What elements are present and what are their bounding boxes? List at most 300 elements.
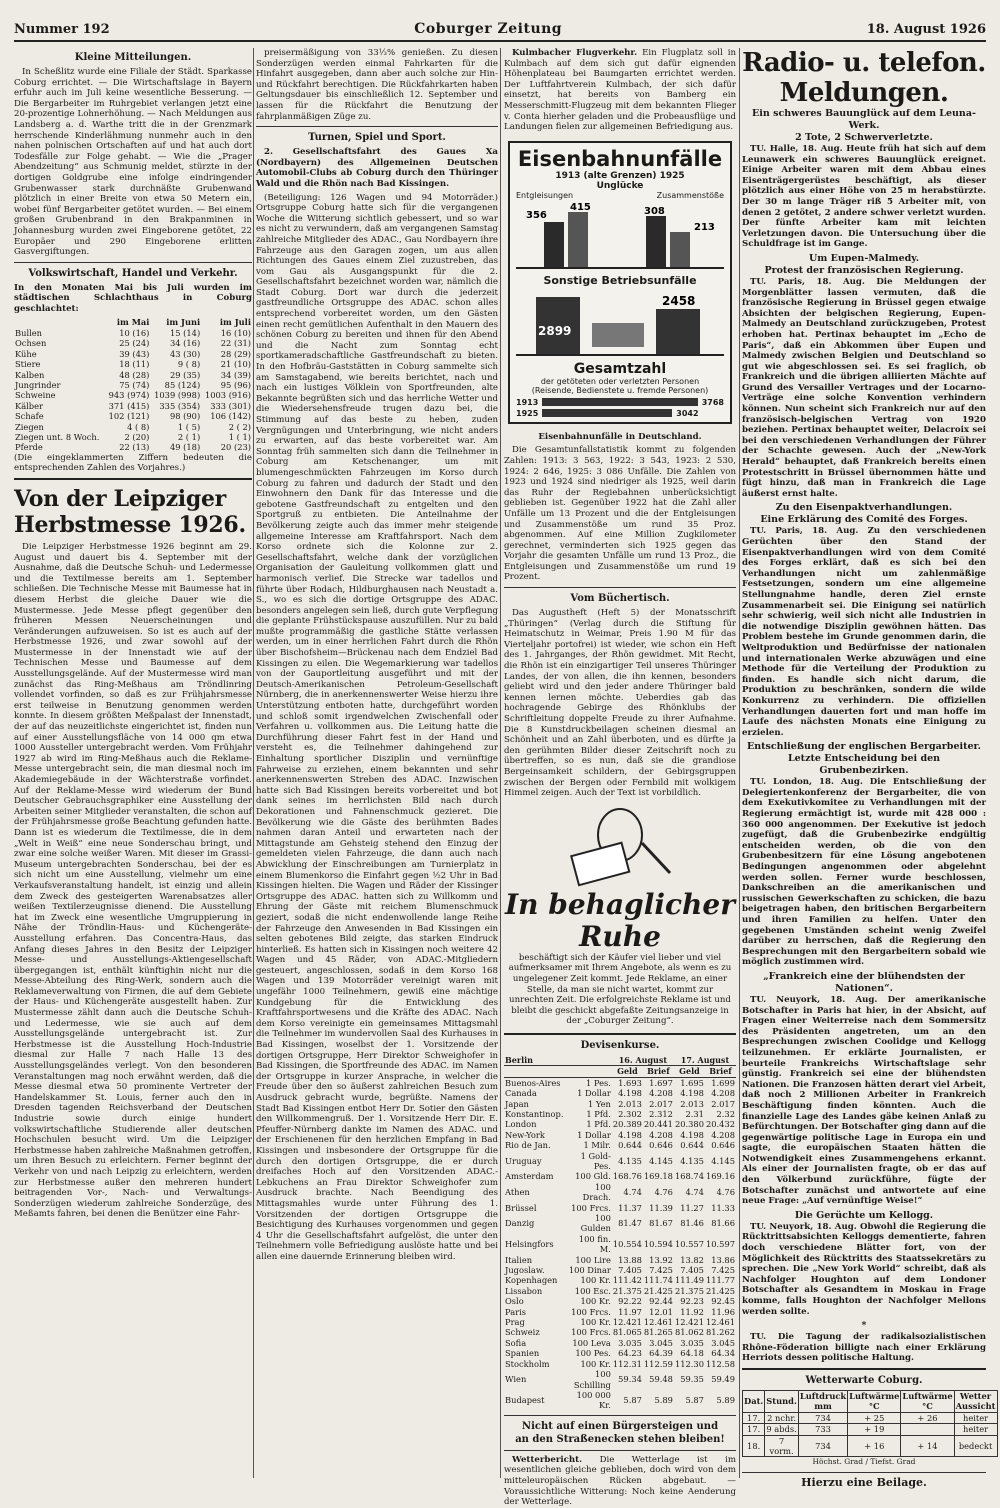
table-cell: 168.74 [674, 1171, 704, 1182]
table-cell: 2.31 [685, 1108, 704, 1119]
notice-line: an den Straßenecken stehen bleiben! [515, 1433, 725, 1445]
caption-heading: Eisenbahnunfälle in Deutschland. [538, 431, 702, 442]
table-cell: 111.77 [705, 1275, 735, 1286]
bar-collision-1925 [670, 232, 690, 268]
table-cell: 100 Frcs. [571, 1202, 611, 1213]
table-row [504, 1130, 736, 1140]
table-cell [901, 1424, 954, 1435]
article-text: TU. London, 18. Aug. Die Entschließung der Delegiertenkonferenz der Bergarbeiter, die von dem Exekutivkomitee zu Verhandlungen mit der Regierung ermächtigt ist, wurde mit 428 000 : 360 000 angenommen. Der Exekutive ist jedoch zugefügt, daß die Grubenbezirke endgültig entscheiden werden, ob die von den Grubenbesitzern für eine Lösung angebotenen Bedingungen angenommen oder abgelehnt werden sollen. Ferner wurde beschlossen, Dankschreiben an die amerikanischen und russischen Gewerkschaften zu schicken, die bazu beigetragen haben, den britischen Bergarbeitern und ihren Familien zu helfen. Unter den gegebenen Umständen scheint wenig Zweifel darüber zu herrschen, daß die Regierung den Besprechungen mit den Bergarbeitern sobald wie möglich zustimmen wird. [742, 777, 986, 968]
total-bar-1925 [542, 409, 672, 417]
table-cell: heiter [954, 1424, 997, 1435]
table-row [14, 401, 252, 411]
train-drawing [592, 323, 644, 347]
graphic-label-derailments: Entgleisungen [516, 190, 574, 200]
table-cell: 100 Lire [575, 1254, 611, 1265]
slaughter-table [14, 317, 252, 452]
column-4 [742, 48, 996, 1489]
table-row [504, 1348, 736, 1358]
issue-date: 18. August 1926 [866, 21, 986, 37]
article-headline: Ein schweres Bauunglück auf dem Leuna-Werk. [752, 108, 976, 131]
graphic-bars-accidents [516, 202, 724, 272]
table-cell: 17. [743, 1412, 765, 1423]
article-subheading: Letzte Entscheidung bei den Grubenbezirken. [787, 753, 941, 777]
newspaper-drawing [571, 842, 629, 884]
table-cell: 100 Leva [572, 1337, 611, 1348]
table-cell: 0.646 [649, 1140, 673, 1151]
table-cell: 10.597 [705, 1239, 735, 1250]
table-row [14, 390, 252, 400]
table-row [14, 370, 252, 380]
table-cell: 92.45 [711, 1296, 735, 1307]
table-row [14, 359, 252, 369]
section-heading: Wetterwarte Coburg. [805, 1374, 923, 1386]
table-row [14, 338, 252, 348]
table-row [504, 1109, 736, 1119]
table-cell: 59.49 [711, 1374, 735, 1385]
section-heading: Devisenkurse. [580, 1039, 660, 1051]
divider [504, 1415, 736, 1416]
table-header: Berlin [504, 1055, 564, 1066]
graphic-subtitle: Unglücke [596, 180, 644, 191]
table-cell: 81.062 [674, 1327, 704, 1338]
table-cell: Danzig [505, 1218, 535, 1229]
table-cell: 12.421 [612, 1317, 642, 1328]
divider [256, 126, 498, 127]
table-cell: 4.145 [711, 1155, 735, 1166]
table-cell: 21 (10) [220, 359, 251, 370]
table-row [14, 422, 252, 432]
article-subheading: Protest der französischen Regierung. [764, 264, 964, 276]
table-row [14, 442, 252, 452]
table-cell: 100 Pes. [575, 1348, 611, 1359]
table-cell: 100 Gld. [575, 1171, 611, 1182]
table-cell: 100 Drach. [582, 1181, 611, 1203]
table-cell: 0.644 [618, 1140, 642, 1151]
table-cell: 1.699 [711, 1077, 735, 1088]
table-row [504, 1327, 736, 1337]
advertisement [504, 889, 736, 1027]
table-header: Luftdruck mm [799, 1390, 847, 1412]
table-cell: 11.97 [618, 1306, 642, 1317]
table-cell: Wien [505, 1374, 527, 1385]
table-cell: Ziegen unt. 8 Woch. [15, 431, 100, 442]
table-cell: 9 abds. [766, 1424, 797, 1435]
table-cell: 1.693 [618, 1077, 642, 1088]
table-cell: 4 ( 8) [127, 421, 150, 432]
table-cell: 98 (90) [169, 411, 201, 422]
newspaper-title: Coburger Zeitung [414, 21, 563, 37]
table-cell: 39 (43) [119, 348, 150, 359]
table-cell: 7.425 [649, 1265, 673, 1276]
column-rule [253, 48, 254, 1478]
article-headline: Zu den Eisenpaktverhandlungen. [775, 502, 953, 514]
table-cell: Stiere [15, 359, 41, 370]
table-header: Stund. [765, 1390, 799, 1412]
graphic-total-sub2: (Reisende, Bedienstete u. fremde Personen) [531, 385, 709, 395]
bar-derail-1913 [544, 222, 564, 268]
table-cell: 34 (16) [169, 338, 201, 349]
bar-derail-1925 [568, 212, 588, 268]
table-header: Luftwärme °C [849, 1390, 900, 1412]
table-row [743, 1412, 998, 1423]
table-row [504, 1151, 736, 1172]
table-cell: 7.405 [680, 1265, 704, 1276]
table-header: Luftwärme °C [902, 1390, 953, 1412]
table-cell: 12.461 [643, 1317, 673, 1328]
table-cell: 4.198 [618, 1129, 642, 1140]
section-heading: Turnen, Spiel und Sport. [308, 132, 446, 144]
table-cell: Rio de Jan. [505, 1140, 551, 1151]
table-cell: 100 Kr. [580, 1358, 611, 1369]
table-cell: 20.380 [674, 1119, 704, 1130]
table-cell: 21.375 [612, 1285, 642, 1296]
table-cell: 22 (31) [220, 338, 251, 349]
table-row [504, 1255, 736, 1265]
table-row [504, 1099, 736, 1109]
year-label: 1925 [516, 408, 539, 418]
graphic-years: 1913 (alte Grenzen) 1925 [555, 170, 685, 181]
separator-star: * [861, 1320, 867, 1332]
bar-other-1925 [656, 309, 700, 355]
table-cell: Amsterdam [505, 1171, 554, 1182]
table-cell: 11.33 [711, 1202, 735, 1213]
column-rule [500, 48, 501, 1478]
table-row [504, 1140, 736, 1150]
table-header: Brief [643, 1066, 674, 1077]
advert-illustration [560, 803, 680, 883]
column-2 [256, 48, 498, 1478]
table-cell: 11.27 [680, 1202, 704, 1213]
table-cell: 1 Yen [587, 1098, 611, 1109]
table-cell: 28 (29) [220, 348, 251, 359]
table-cell: 112.30 [674, 1358, 704, 1369]
table-row [504, 1369, 736, 1390]
table-cell: 100 Frcs. [571, 1327, 611, 1338]
table-cell: 64.18 [680, 1348, 704, 1359]
article-headline: „Frankreich eine der blühendsten der Nationen“. [763, 970, 965, 994]
section-title: Radio- u. telefon. Meldungen. [742, 48, 986, 108]
table-cell: 100 000 Kr. [576, 1389, 611, 1411]
divider [14, 262, 252, 263]
table-cell: 1.697 [649, 1077, 673, 1088]
table-cell: Pferde [15, 442, 43, 453]
section-heading: Kleine Mitteilungen. [74, 52, 192, 63]
table-row [504, 1317, 736, 1327]
graphic-bars-other [516, 289, 724, 359]
table-cell: 4.208 [649, 1129, 673, 1140]
table-cell: 13.82 [680, 1254, 704, 1265]
table-cell: 102 (121) [108, 411, 150, 422]
article-text: TU. Die Tagung der radikalsozialistischen Rhône-Föderation billigte nach einer Erklärung Herriots dessen politische Haltung. [742, 1332, 986, 1364]
notice-line: Nicht auf einen Bürgersteigen und [521, 1420, 719, 1432]
table-cell: bedeckt [954, 1435, 997, 1457]
table-cell: 2.017 [711, 1098, 735, 1109]
table-cell: 100 Kr. [580, 1317, 611, 1328]
table-cell: 733 [798, 1424, 847, 1435]
table-cell: Spanien [505, 1348, 540, 1359]
table-cell: + 19 [848, 1424, 901, 1435]
table-cell: 1003 (916) [204, 390, 251, 401]
table-cell: 4.208 [711, 1129, 735, 1140]
table-cell: 111.42 [612, 1275, 642, 1286]
table-row [504, 1296, 736, 1306]
article-text: TU. Paris, 18. Aug. Die Meldungen der Morgenblätter lassen vermuten, daß die französische Regierung in Brüssel gegen etwaige Absichten der belgischen Regierung, Eupen-Malmedy an Deutschland zurückzugeben, Protest erhoben hat. Pertinax behauptet im „Echo de Paris“, daß ein Abkommen über Eupen und Malmedy zwischen Belgien und Deutschland so gut wie abgeschlossen sei. Es sei fraglich, ob Frankreich und die übrigen alliierten Mächte auf Grund des Versailler Vertrages und der Locarno-Verträge eine solche Konvention verhindern können. Nun scheint sich Frankreich nur auf den französisch-belgischen Vertrag von 1920 beziehen. Pertinax behauptet weiter, Delacroix sei bei den verschiedenen Verhandlungen der Führer der Schachte gewesen. Auch der „New-York Herald“ behauptet, daß Frankreich bereits einen Protestschritt in Brüssel übernommen hätte und fügt hinzu, daß man in Frankreich die Lage äußerst ernst halte. [742, 276, 986, 499]
table-cell: 18 (11) [119, 359, 150, 370]
section-heading: Volkswirtschaft, Handel und Verkehr. [28, 267, 238, 279]
total-bar-1913 [542, 398, 697, 406]
table-row [504, 1338, 736, 1348]
table-cell: 9 ( 8) [177, 359, 201, 370]
table-cell: 3.035 [618, 1337, 642, 1348]
article-headline: Um Eupen-Malmedy. [808, 252, 920, 264]
table-cell: 169.18 [643, 1171, 673, 1182]
table-cell: 64.39 [649, 1348, 673, 1359]
ad-title: In behaglicher Ruhe [505, 887, 735, 953]
table-cell: Kühe [15, 348, 37, 359]
table-cell: 13.92 [649, 1254, 673, 1265]
table-cell: 64.34 [711, 1348, 735, 1359]
table-cell: Schweiz [505, 1327, 540, 1338]
table-cell: 2 nchr. [765, 1412, 799, 1423]
article-subheading: 2 Tote, 2 Schwerverletzte. [795, 132, 933, 143]
table-cell: Japan [505, 1098, 529, 1109]
table-cell: 4.135 [618, 1155, 642, 1166]
table-cell: 2.302 [618, 1108, 642, 1119]
column-3 [504, 48, 736, 1508]
table-cell: Uruguay [505, 1155, 542, 1166]
table-cell: Konstantinop. [505, 1108, 564, 1119]
table-cell: Brüssel [505, 1202, 537, 1213]
table-row [14, 432, 252, 442]
table-cell: 5.89 [654, 1395, 673, 1406]
table-cell: 111.74 [643, 1275, 673, 1286]
table-cell: 59.48 [649, 1374, 673, 1385]
table-cell: 2.017 [649, 1098, 673, 1109]
table-title: In den Monaten Mai bis Juli wurden im städtischen Schlachthaus in Coburg geschlachtet: [14, 282, 252, 314]
ad-text: beschäftigt sich der Käufer viel lieber und viel aufmerksamer mit Ihrem Angebote, als wenn es zu ungelegener Zeit kommt. Jede Reklame, an einer Stelle, da man sie nicht wartet, kommt zur unrechten Zeit. Die erfolgreichste Reklame ist und bleibt die geschickt abgefaßte Zeitungsanzeige in der „Coburger Zeitung“. [508, 952, 732, 1027]
table-cell: 20.441 [643, 1119, 673, 1130]
table-cell: 12.461 [705, 1317, 735, 1328]
table-cell: 22 (13) [119, 442, 150, 453]
table-row [14, 411, 252, 421]
divider [504, 1033, 736, 1035]
table-cell: 734 [798, 1412, 847, 1423]
table-cell: 15 (14) [169, 327, 201, 338]
table-header: 17. August [674, 1055, 736, 1066]
table-cell: Ochsen [15, 338, 47, 349]
table-row [504, 1213, 736, 1234]
table-cell: Paris [505, 1306, 527, 1317]
table-row [504, 1359, 736, 1369]
value-label: 356 [526, 209, 547, 221]
table-cell: 4.76 [716, 1186, 735, 1197]
table-cell: 112.58 [705, 1358, 735, 1369]
table-cell: 5.87 [685, 1395, 704, 1406]
table-cell: + 16 [848, 1435, 901, 1457]
table-cell: Schafe [15, 411, 44, 422]
table-cell: 64.23 [618, 1348, 642, 1359]
table-cell: 59.34 [618, 1374, 642, 1385]
table-cell: 20 (23) [220, 442, 251, 453]
table-row [504, 1088, 736, 1098]
table-row [504, 1265, 736, 1275]
table-cell: 0.646 [711, 1140, 735, 1151]
table-cell: 2.312 [649, 1108, 673, 1119]
table-cell: 11.92 [680, 1306, 704, 1317]
table-cell: 2.013 [618, 1098, 642, 1109]
section-heading: Vom Büchertisch. [570, 593, 670, 605]
graphic-total-sub: der getöteten oder verletzten Personen [540, 376, 700, 386]
table-cell: 11.39 [649, 1202, 673, 1213]
table-cell: 21.425 [643, 1285, 673, 1296]
table-cell: Kopenhagen [505, 1275, 558, 1286]
table-cell: 1039 (998) [154, 390, 201, 401]
value-label: 3042 [676, 408, 699, 418]
table-cell: 81.46 [680, 1218, 704, 1229]
table-cell: 1 ( 1) [228, 431, 251, 442]
table-row [504, 1077, 736, 1088]
table-cell: 100 Kr. [580, 1296, 611, 1307]
divider [14, 478, 252, 480]
table-row [504, 1171, 736, 1181]
value-label: 2899 [538, 323, 572, 338]
table-cell: 5.87 [623, 1395, 642, 1406]
table-row [504, 1234, 736, 1255]
table-cell: Sofia [505, 1337, 527, 1348]
table-cell: 20.432 [705, 1119, 735, 1130]
table-cell: 34 (39) [220, 369, 251, 380]
table-cell: + 25 [848, 1412, 901, 1423]
table-cell: 21.375 [674, 1285, 704, 1296]
table-cell: Kalben [15, 369, 45, 380]
table-cell: Bullen [15, 327, 43, 338]
table-row [743, 1435, 998, 1457]
table-cell: 333 (301) [210, 400, 251, 411]
bar-collision-1913 [646, 216, 666, 268]
table-cell: 16 (10) [220, 327, 251, 338]
table-cell: 111.49 [674, 1275, 704, 1286]
value-label: 3768 [701, 397, 724, 407]
table-cell: Buenos-Aires [505, 1077, 561, 1088]
table-header: Geld [674, 1066, 705, 1077]
table-cell: 81.265 [643, 1327, 673, 1338]
table-cell: Canada [505, 1088, 537, 1099]
table-cell: 100 Esc. [574, 1285, 611, 1296]
graphic-subtitle: Sonstige Betriebsunfälle [543, 273, 697, 287]
table-row [743, 1424, 998, 1435]
table-cell: 7.425 [711, 1265, 735, 1276]
table-cell: 112.31 [612, 1358, 642, 1369]
table-cell: 2 (20) [124, 431, 150, 442]
table-cell: 1.695 [680, 1077, 704, 1088]
table-cell: London [505, 1119, 537, 1130]
table-cell: 59.35 [680, 1374, 704, 1385]
table-cell: 95 (96) [220, 379, 251, 390]
article-subheading: 2. Gesellschaftsfahrt des Gaues Xa (Nordbayern) des Allgemeinen Deutschen Automobil-Clubs ab Coburg durch den Thüringer Wald und die Rhön nach Bad Kissingen. [256, 147, 498, 189]
table-cell: 12.01 [649, 1306, 673, 1317]
graphic-label-collisions: Zusammenstöße [656, 190, 724, 200]
table-cell: Ziegen [15, 421, 44, 432]
column-1 [14, 48, 252, 1478]
weather-table [742, 1390, 998, 1457]
table-cell: 1 Dollar [577, 1129, 611, 1140]
article-text: Die Wetterlage ist im wesentlichen gleiche geblieben, doch wird von dem mitteleuropäischen Rücken abgebaut. — Voraussichtliche Witterung: Noch keine Aenderung der Wetterlage. [504, 1454, 736, 1508]
article-text: Das Augustheft (Heft 5) der Monatsschrift „Thüringen“ (Verlag durch die Stiftung für Heimatschutz in Weimar, Preis 1.90 M für das Vierteljahr portofrei) ist wieder, wie schon ein Heft des 1. Jahrganges, der Rhön gewidmet. Mit Recht, die Rhön ist ein einzigartiger Teil unseres Thüringer Landes, der von allen, die ihn kennen, besonders geliebt wird und den jeder andere Thüringer bald kennen lernen möchte. Ueberdies gab das hochragende Gebirge des Rhönklubs der Schriftleitung doppelte Freude zu ihrer Aufnahme. Die 8 Kunstdruckbeilagen scheinen diesmal an Schönheit und an Zahl überboten, und es dürfte ja den gerühmten Bilder dieser Zeitschrift noch zu übertreffen, so es nun, daß sie die grandiose Bergeinsamkeit schildern, der Gebirgsgruppen zwischen der Bergen oder Fernbild mit wolkigem Himmel zeigen. Auch der Text ist vorbildlich. [504, 608, 736, 799]
public-notice [504, 1420, 736, 1446]
divider [742, 1472, 986, 1473]
table-cell: 4.74 [623, 1186, 642, 1197]
table-cell: 100 Kr. [580, 1275, 611, 1286]
article-text: preisermäßigung von 33⅓% genießen. Zu diesen Sonderzügen werden einmal Fahrkarten für die Hinfahrt ausgegeben, dann aber auch solche zur Hin- und Rückfahrt berechtigen. Die Rückfahrkarten haben Geltungsdauer bis einschließlich 12. September und lassen für die Rückfahrt die Benutzung der fahrplanmäßigen Züge zu. [256, 48, 498, 122]
table-row [504, 1119, 736, 1129]
table-cell: 100 Dinar [568, 1265, 611, 1276]
table-header: im Mai [116, 317, 150, 328]
table-cell: 1 Dollar [577, 1088, 611, 1099]
table-cell: 4.135 [680, 1155, 704, 1166]
table-cell: 106 (142) [210, 411, 251, 422]
table-row [504, 1307, 736, 1317]
table-cell: 75 (74) [119, 379, 150, 390]
table-cell: 1 ( 5) [177, 421, 201, 432]
article-text: (Beteiligung: 126 Wagen und 94 Motorräder.) Ortsgruppe Coburg hatte sich für die vergangenen Woche die Witterung sichtlich gebessert, und so war es nicht zu verwundern, daß am vergangenen Samstag zahlreiche Mitglieder des ADAC., Gau Nordbayern ihre Fahrzeuge aus den Garagen zogen, um aus allen Richtungen des Gaues einem Ziel zuzustreben, das vom Gau als Ausgangspunkt für die 2. Gesellschaftsfahrt bezeichnet worden war, nämlich die Stadt Coburg. Dort war durch die jederzeit gastfreundliche Ortsgruppe des ADAC. schon alles entsprechend vorbereitet worden, um den Gästen einen recht gemütlichen Aufenthalt in den Mauern des schönen Coburg zu bereiten und ihnen für den Abend und die Nacht zum Sonntag echt sportkameradschaftliche Gastfreundschaft zu bieten. In den Hofbräu-Gaststätten in Coburg sammelte sich am Samstagabend, wie bereits berichtet, nach und nach ein lustiges Völklein von Sportfreunden, alte Bekannte begrüßten sich und das herrliche Wetter und die Wiedersehensfreude trugen dazu bei, die Stimmung auf das beste zu heben, zuden Vergnügungen und Unterbringung, wie nicht anders zu erwarten, auf das beste vorbereitet war. Am Sonntag früh sammelten sich dann die Teilnehmer in Coburg am Ketschenanger, um mit blumengeschmückten Fahrzeugen im Korso durch Coburg zu fahren und dadurch der Stadt und den Einwohnern den Dank für das Interesse und die gebotene Gastfreundschaft zu entgelten und den Sportgruß zu entbieten. Die Anteilnahme der Bevölkerung zeigte auch das immer mehr steigende allgemeine Interesse am Kraftfahrsport. Nach dem Korso ordnete sich die Kolonne zur 2. Gesellschaftsfahrt, welche dank der vorzüglichen Organisation der Gauleitung vollkommen glatt und harmonisch verlief. Die Strecke war tadellos und führte über Rodach, Hildburghausen nach Neustadt a. S., wo es sich die dortige Ortsgruppe des ADAC. besonders angelegen sein ließ, durch gute Verpflegung die geplante Frühstückspause auszufüllen. Nur zu bald mußte programmäßig die gastliche Stätte verlassen werden, um in einer herrlichen Fahrt durch die Rhön über Bischofsheim—Brückenau nach dem Endziel Bad Kissingen zu eilen. Die Wegemarkierung war tadellos von der Gauportleitung ausgeführt und mit der Deutsch-Amerikanischen Petroleum-Gesellschaft Nürnberg, die in anerkennenswerter Weise hierzu ihre Unterstützung entboten hatte, durchgeführt worden und schloß somit irgendwelchen Zwischenfall oder Verfahren u. vollkommen aus. Die Leitung hatte die Durchführung dieser Fahrt fest in der Hand und versteht es, die Teilnehmer dahingehend zur Einhaltung sportlicher Disziplin und vernünftige Fahrweise zu erziehen, einem bekannten und sehr anerkennenswerten Streben des ADAC. Inzwischen hatte sich Bad Kissingen bereits vorbereitet und bot dank seines im herrlichsten Bild nach durch Dekorationen und Fahnenschmuck gezieret. Die Bevölkerung wie die Gäste des berühmten Bades nahmen daran Anteil und erwarteten nach der Mittagstunde am Gehsteig stehend den Einzug der gemeldeten vielen Fahrzeuge, die dann auch nach Abwicklung der Einschreibungen am Turnierplatz in einem Blumenkorso die Einfahrt gegen ½2 Uhr in Bad Kissingen hielten. Die Wagen und Räder der Kissinger Ortsgruppe des ADAC. hatten sich zu Willkomm und Ehrung der Gäste mit reichem Blumenschmuck geziert, sodaß die nicht endenwollende lange Reihe der Fahrzeuge den Anwesenden in Bad Kissingen ein selten gebotenes Bild zeigte, das starken Eindruck hinterließ. Es hatten sich in Kissingen noch weitere 42 Wagen und 45 Räder, von ADAC.-Mitgliedern gesteuert, angeschlossen, sodaß in dem Korso 168 Wagen und 139 Motorräder vereinigt waren mit ungefähr 1000 Teilnehmern, gewiß eine mächtige Kundgebung für die Entwicklung des Kraftfahrsportwesens und die Kräfte des ADAC. Nach dem Korso vereinigte ein gemeinsames Mittagsmahl die Teilnehmer im wundervollen Saal des Kurhauses in Bad Kissingen, woselbst der 1. Vorsitzende der dortigen Ortsgruppe, Herr Direktor Schweighofer in Bad Kissingen, die Sportfreunde des ADAC. im Namen der Ortsgruppe in kurzer Ansprache, in welcher die Freude über den so äußerst zahlreichen Besuch zum Ausdruck gebracht wurde, begrüßte. Namens der Stadt Bad Kissingen entbot Herr Dr. Sotier den Gästen den Willkommengruß. Der 1. Vorsitzende Herr Dir. E. Pfeuffer-Nürnberg dankte im Namen des ADAC. und der Erschienenen für den herzlichen Empfang in Bad Kissingen und insbesondere der Ortsgruppe für die durch den dortigen Ortsgruppe, die er durch dreifaches Hoch auf den Vorsitzenden ADAC.-Lebkuchens an Frau Direktor Schweighofer zum Ausdruck brachte. Nach Beendigung des Mittagsmahles wurde unter Führung des 1. Vorsitzenden der dortigen Ortsgruppe die Besichtigung des Kurhauses vorgenommen und gegen 4 Uhr die Gesellschaftsfahrt aufgelöst, die unter den Teilnehmern volle Befriedigung auslöste hatte und bei allen eine dauernde Erinnerung bleiben wird. [256, 192, 498, 1262]
table-note: (Die eingeklammerten Ziffern bedeuten die entsprechenden Zahlen des Vorjahres.) [14, 452, 252, 474]
table-cell: Budapest [505, 1395, 545, 1406]
table-cell: 10 (16) [119, 327, 150, 338]
table-cell: 100 Frcs. [571, 1306, 611, 1317]
graphic-total-title: Gesamtzahl [573, 360, 667, 377]
value-label: 2458 [662, 293, 696, 308]
table-cell: 1 Gold-Pes. [580, 1150, 611, 1171]
table-cell: Athen [505, 1186, 530, 1197]
table-row [504, 1390, 736, 1411]
table-cell: 10.557 [674, 1239, 704, 1250]
table-cell: Helsingfors [505, 1239, 554, 1250]
weather-note: Höchst. Grad / Tiefst. Grad [812, 1457, 916, 1467]
table-row [14, 380, 252, 390]
table-cell: 371 (415) [108, 400, 150, 411]
article-text: In Scheßlitz wurde eine Filiale der Städt. Sparkasse Coburg errichtet. — Die Wirtschaftslage in Bayern erfuhr auch im Juli keine wesentliche Besserung. — Die Bergarbeiter im Ruhrgebiet verlangen jetzt eine 20-prozentige Lohnerhöhung. — Nach Meldungen aus Landsberg a. d. Warthe tritt die in der Grenzmark herrschende Kinderlähmung nunmehr auch in den nahen polnischen Ortschaften auf und hat auch dort Todesfälle zur Folge gehabt. — Wie die „Prager Abendzeitung“ aus Schmunig meldet, stürzte in der dortigen Goldgrube eine infolge eindringender Grubenwasser stark durchnäßte Grubenwand plötzlich in einer Breite von etwa 50 Metern ein, wobei fünf Bergarbeiter getötet wurden. — Bei einem großen Grubenbrand in den Brakpanminen in Johannesburg wurden zwei Eingeborene getötet, 22 Europäer und 290 Eingeborene erlitten Gasvergiftungen. [14, 67, 252, 258]
divider [742, 1368, 986, 1370]
masthead [14, 18, 986, 42]
table-cell: 43 (30) [169, 348, 201, 359]
article-headline: Entschließung der englischen Bergarbeiter. [747, 741, 981, 753]
table-cell: 4.74 [685, 1186, 704, 1197]
table-cell: 81.67 [649, 1218, 673, 1229]
table-cell: 1 Pfd. [586, 1108, 611, 1119]
table-cell: 85 (124) [164, 379, 201, 390]
table-cell: 81.262 [705, 1327, 735, 1338]
table-cell: 92.22 [618, 1296, 642, 1307]
table-cell: Jugoslaw. [505, 1265, 545, 1276]
table-cell: 3.035 [680, 1337, 704, 1348]
table-cell: 100 Schilling [573, 1369, 611, 1390]
table-cell: 18. [743, 1435, 765, 1457]
table-cell: 5.89 [716, 1395, 735, 1406]
table-cell: 4.198 [680, 1088, 704, 1099]
table-cell: 3.045 [711, 1337, 735, 1348]
table-cell: 12.421 [674, 1317, 704, 1328]
table-cell: 169.16 [705, 1171, 735, 1182]
table-cell: 0.644 [680, 1140, 704, 1151]
table-cell: Schweine [15, 390, 56, 401]
figure-arm [642, 843, 670, 873]
table-cell: 943 (974) [108, 390, 150, 401]
table-cell: 2 ( 2) [228, 421, 251, 432]
table-cell: Italien [505, 1254, 533, 1265]
table-row [504, 1182, 736, 1203]
table-header: Wetter Aussicht [955, 1390, 996, 1412]
graphic-title: Eisenbahnunfälle [517, 146, 723, 171]
